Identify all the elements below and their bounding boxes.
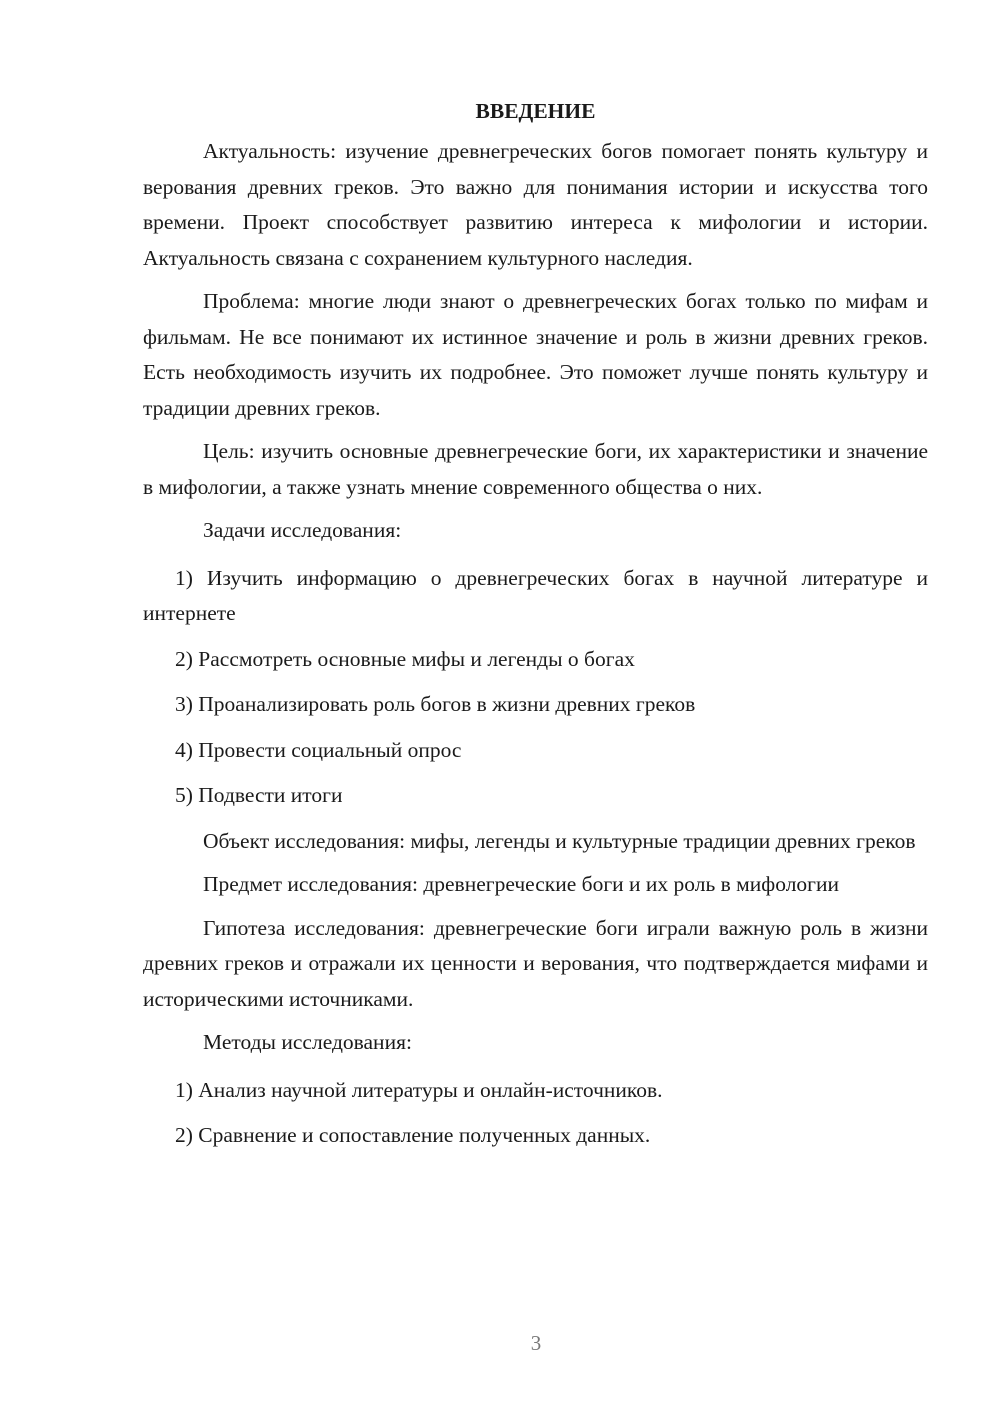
problem-paragraph: Проблема: многие люди знают о древнегреческих богах только по мифам и фильмам. Не все понимают их истинное значение и роль в жизни древних греков. Есть необходимость изучить их подробнее. Это поможет лучше понять культуру и традиции древних греков. [143,289,928,420]
task-item-4: 4) Провести социальный опрос [175,737,462,762]
goal-paragraph: Цель: изучить основные древнегреческие боги, их характеристики и значение в мифологии, а также узнать мнение современного общества о них. [143,439,928,499]
tasks-heading: Задачи исследования: [203,518,402,542]
page-number: 3 [530,1331,542,1355]
method-item-2: 2) Сравнение и сопоставление полученных данных. [175,1123,651,1147]
object-paragraph: Объект исследования: мифы, легенды и культурные традиции древних греков [203,828,916,853]
hypothesis-paragraph: Гипотеза исследования: древнегреческие боги играли важную роль в жизни древних греков и отражали их ценности и верования, что подтверждается мифами и историческими источниками. [143,915,928,1011]
method-item-1: 1) Анализ научной литературы и онлайн-источников. [175,1077,663,1102]
subject-paragraph: Предмет исследования: древнегреческие боги и их роль в мифологии [203,872,840,896]
page-content [143,93,928,1164]
task-item-3: 3) Проанализировать роль богов в жизни древних греков [175,692,696,716]
methods-heading: Методы исследования: [203,1030,412,1054]
page-title: ВВЕДЕНИЕ [475,99,596,123]
task-item-2: 2) Рассмотреть основные мифы и легенды о богах [175,646,635,671]
task-item-1: 1) Изучить информацию о древнегреческих богах в научной литературе и интернете [143,565,928,625]
relevance-paragraph: Актуальность: изучение древнегреческих богов помогает понять культуру и верования древних греков. Это важно для понимания истории и искусства того времени. Проект способствует развитию интереса к мифологии и истории. Актуальность связана с сохранением культурного наследия. [143,139,928,270]
task-item-5: 5) Подвести итоги [175,783,343,807]
